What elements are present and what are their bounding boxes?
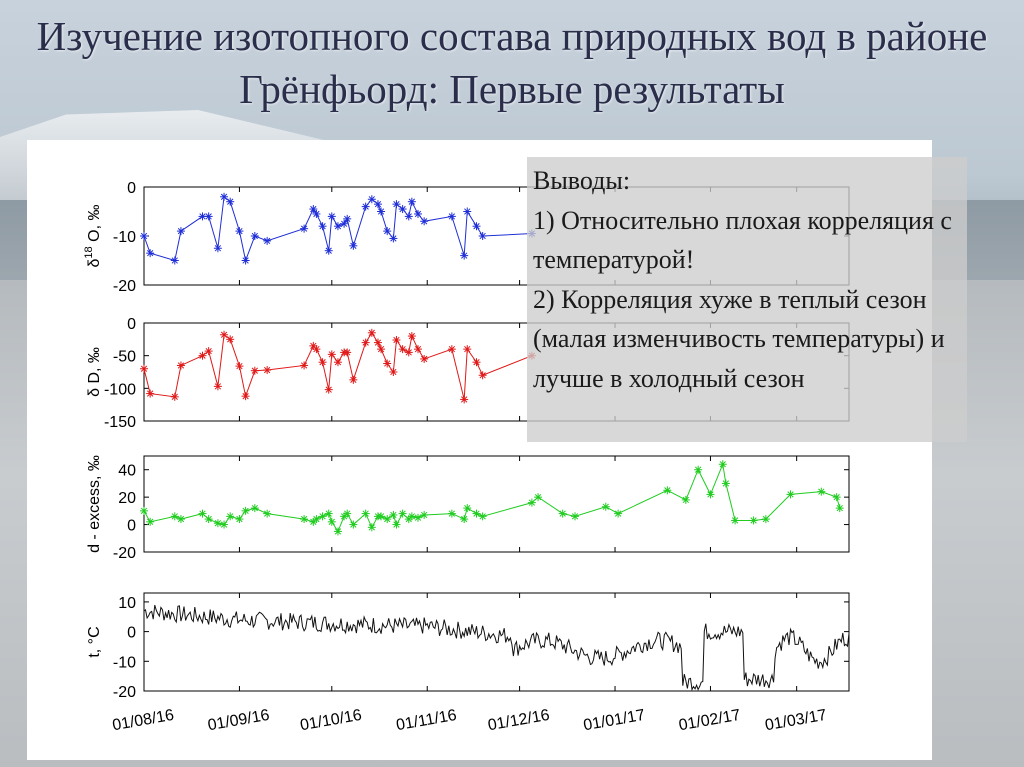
data-point-marker: [263, 237, 271, 245]
y-tick-label: -20: [112, 278, 136, 295]
data-point-marker: [389, 511, 397, 519]
data-point-marker: [242, 392, 250, 400]
data-point-marker: [787, 490, 795, 498]
y-tick-label: 0: [127, 316, 136, 333]
data-point-marker: [251, 232, 259, 240]
data-point-marker: [706, 490, 714, 498]
data-point-marker: [214, 382, 222, 390]
x-tick-label: 01/10/16: [298, 706, 364, 735]
x-tick-label: 01/02/17: [677, 706, 742, 735]
data-point-marker: [220, 521, 228, 529]
data-point-marker: [334, 527, 342, 535]
x-tick-label: 01/12/16: [486, 706, 551, 735]
data-point-marker: [349, 376, 357, 384]
data-point-marker: [300, 361, 308, 369]
data-point-marker: [399, 510, 407, 518]
data-point-marker: [528, 499, 536, 507]
x-tick-label: 01/11/16: [394, 706, 459, 735]
plot-frame-2: [144, 456, 849, 552]
data-point-marker: [140, 232, 148, 240]
data-point-marker: [750, 516, 758, 524]
x-tick-label: 01/01/17: [582, 706, 647, 735]
data-point-marker: [614, 510, 622, 518]
data-point-marker: [389, 368, 397, 376]
data-point-marker: [392, 336, 400, 344]
slide-title: Изучение изотопного состава природных вод в районе Грёнфьорд: Первые результаты: [36, 13, 988, 112]
y-tick-label: -50: [112, 348, 136, 366]
data-point-marker: [319, 358, 327, 366]
data-point-marker: [220, 331, 228, 339]
x-tick-label: 01/03/17: [763, 706, 829, 735]
y-tick-label: -20: [112, 545, 136, 562]
data-point-marker: [242, 257, 250, 265]
y-tick-label: -100: [103, 381, 136, 399]
data-point-marker: [694, 466, 702, 474]
data-point-marker: [448, 345, 456, 353]
data-point-marker: [328, 350, 336, 358]
data-point-marker: [214, 244, 222, 252]
data-point-marker: [251, 367, 259, 375]
data-point-marker: [368, 329, 376, 337]
y-tick-label: 0: [127, 517, 136, 535]
data-point-marker: [414, 345, 422, 353]
data-point-marker: [448, 510, 456, 518]
data-point-marker: [198, 510, 206, 518]
data-point-marker: [420, 511, 428, 519]
data-point-marker: [325, 386, 333, 394]
data-point-marker: [325, 510, 333, 518]
data-point-marker: [377, 345, 385, 353]
conclusion-item-2: 2) Корреляция хуже в теплый сезон (малая изменчивость температуры) и лучше в холодный сезон: [533, 284, 945, 393]
data-point-marker: [171, 257, 179, 265]
data-point-marker: [300, 515, 308, 523]
y-tick-label: 20: [118, 490, 136, 508]
data-point-marker: [559, 510, 567, 518]
data-point-marker: [420, 355, 428, 363]
conclusions-box: [527, 157, 967, 442]
data-point-marker: [460, 395, 468, 403]
data-point-marker: [405, 348, 413, 356]
data-point-marker: [731, 516, 739, 524]
data-point-marker: [460, 252, 468, 260]
data-point-marker: [472, 358, 480, 366]
y-axis-label: t, °C: [86, 626, 103, 658]
data-point-marker: [408, 332, 416, 340]
y-axis-label: $\delta^{18}$ O, ‰: [83, 204, 103, 268]
data-point-marker: [383, 360, 391, 368]
data-point-marker: [833, 493, 841, 501]
data-point-marker: [663, 486, 671, 494]
data-point-marker: [602, 503, 610, 511]
data-point-marker: [479, 371, 487, 379]
data-point-marker: [171, 393, 179, 401]
data-point-marker: [534, 493, 542, 501]
y-tick-label: 40: [118, 462, 136, 480]
data-point-marker: [460, 515, 468, 523]
y-tick-label: -10: [112, 654, 136, 672]
data-point-marker: [349, 521, 357, 529]
data-point-marker: [719, 460, 727, 468]
x-tick-label: 01/08/16: [111, 706, 176, 735]
data-point-marker: [263, 510, 271, 518]
data-point-marker: [479, 232, 487, 240]
data-point-marker: [263, 366, 271, 374]
data-point-marker: [463, 345, 471, 353]
data-point-marker: [682, 496, 690, 504]
conclusion-item-1: 1) Относительно плохая корреляция с температурой!: [533, 205, 952, 274]
y-axis-label: d - excess, ‰: [86, 455, 103, 553]
data-point-marker: [214, 519, 222, 527]
y-tick-label: 10: [118, 594, 136, 612]
y-tick-label: -150: [103, 414, 136, 431]
data-point-marker: [762, 515, 770, 523]
y-axis-label: δ D, ‰: [86, 347, 103, 397]
y-tick-label: -20: [112, 684, 136, 701]
conclusions-heading: Выводы:: [533, 166, 631, 195]
x-tick-label: 01/09/16: [206, 706, 271, 735]
data-point-marker: [334, 358, 342, 366]
data-point-marker: [362, 510, 370, 518]
data-point-marker: [377, 208, 385, 216]
data-point-marker: [343, 510, 351, 518]
data-point-marker: [817, 488, 825, 496]
data-point-marker: [392, 521, 400, 529]
data-point-marker: [463, 208, 471, 216]
data-point-marker: [343, 348, 351, 356]
data-point-marker: [140, 365, 148, 373]
y-tick-label: 0: [127, 180, 136, 197]
data-point-marker: [722, 479, 730, 487]
data-point-marker: [362, 339, 370, 347]
data-point-marker: [383, 515, 391, 523]
y-tick-label: -10: [112, 229, 136, 246]
y-tick-label: 0: [127, 624, 136, 642]
data-point-marker: [312, 345, 320, 353]
